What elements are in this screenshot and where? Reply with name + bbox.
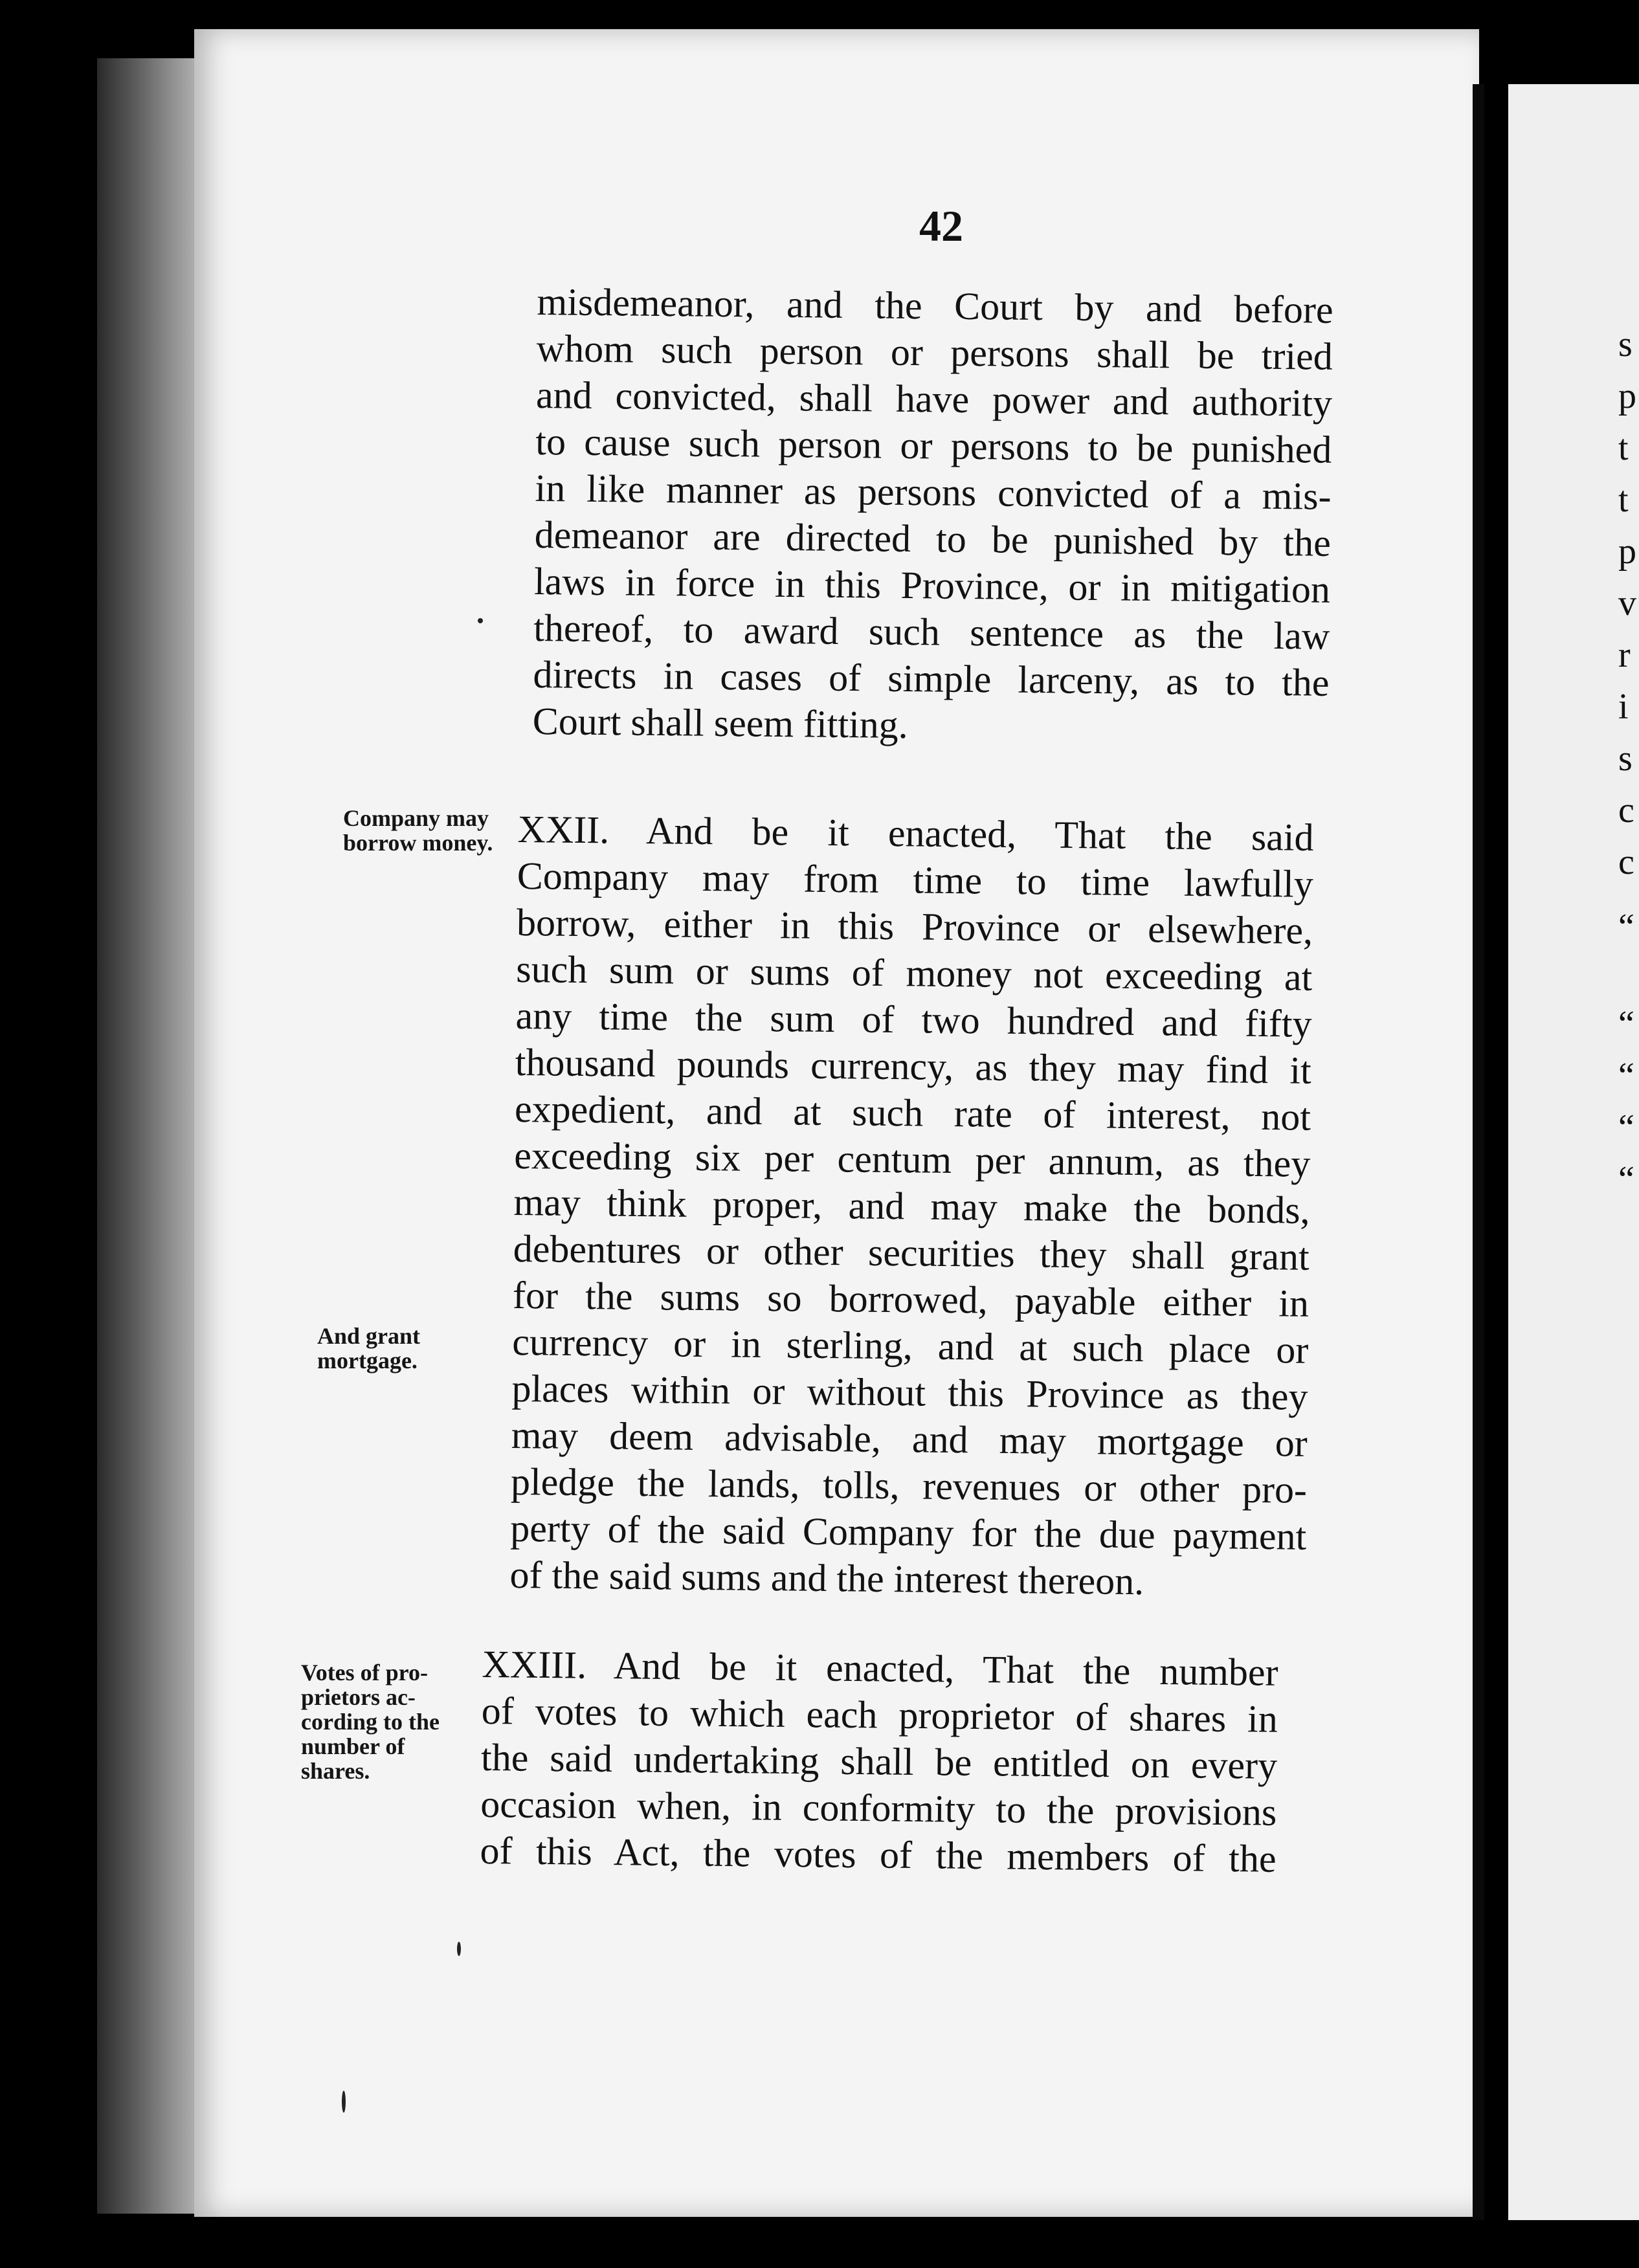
- text-line: thousand pounds currency, as they may find it: [515, 1040, 1312, 1092]
- text-line: for the sums so borrowed, payable either in: [512, 1273, 1310, 1325]
- facing-glyph: “: [1618, 1004, 1634, 1044]
- facing-glyph: r: [1618, 635, 1631, 675]
- margin-note-line: shares.: [301, 1758, 370, 1784]
- facing-glyph: c: [1618, 842, 1634, 882]
- margin-note-line: number of: [301, 1733, 405, 1759]
- facing-glyph: “: [1618, 1159, 1634, 1199]
- facing-glyph: “: [1618, 1056, 1634, 1096]
- text-line: of the said sums and the interest thereon.: [509, 1553, 1144, 1603]
- text-line: Court shall seem fitting.: [532, 699, 909, 747]
- text-line: currency or in sterling, and at such place or: [511, 1320, 1309, 1372]
- section-xxii: [509, 806, 1314, 1606]
- text-line: demeanor are directed to be punished by the: [534, 513, 1332, 564]
- page-gutter: [1473, 84, 1484, 2220]
- margin-note-votes: [301, 1660, 440, 1783]
- facing-glyph: “: [1618, 1107, 1634, 1148]
- margin-note-line: borrow money.: [343, 830, 493, 856]
- facing-glyph: p: [1618, 531, 1636, 572]
- text-line: Company may from time to time lawfully: [517, 854, 1314, 906]
- text-line: expedient, and at such rate of interest, not: [514, 1087, 1311, 1139]
- text-line: XXII. And be it enacted, That the said: [517, 807, 1314, 859]
- facing-glyph: t: [1618, 480, 1629, 520]
- text-line: whom such person or persons shall be tried: [536, 326, 1333, 378]
- text-line: pledge the lands, tolls, revenues or other pro-: [510, 1460, 1308, 1511]
- margin-note-line: And grant: [317, 1323, 421, 1349]
- text-line: XXIII. And be it enacted, That the number: [482, 1642, 1278, 1694]
- facing-glyph: t: [1618, 428, 1629, 468]
- text-line: exceeding six per centum per annum, as they: [513, 1133, 1311, 1185]
- facing-glyph: c: [1618, 790, 1634, 830]
- facing-glyph: p: [1618, 376, 1636, 416]
- text-line: places within or without this Province as they: [511, 1366, 1308, 1418]
- margin-note-line: prietors ac-: [301, 1684, 416, 1710]
- text-line: directs in cases of simple larceny, as to the: [533, 652, 1330, 704]
- text-line: misdemeanor, and the Court by and before: [537, 280, 1333, 331]
- page-number: 42: [919, 201, 963, 250]
- text-line: of this Act, the votes of the members of the: [480, 1829, 1277, 1880]
- paragraph-misdemeanor: [532, 278, 1333, 753]
- margin-note-borrow-money: [343, 806, 493, 855]
- facing-glyph: v: [1618, 583, 1636, 623]
- facing-page-edge: [1508, 84, 1639, 2220]
- text-line: the said undertaking shall be entitled on every: [480, 1735, 1278, 1787]
- margin-note-line: Company may: [343, 805, 489, 831]
- text-line: thereof, to award such sentence as the law: [533, 606, 1330, 658]
- margin-note-line: Votes of pro-: [301, 1660, 428, 1685]
- facing-glyph: “: [1618, 907, 1634, 947]
- scan-speck: [478, 618, 483, 623]
- facing-glyph: s: [1618, 739, 1633, 779]
- text-line: to cause such person or persons to be punished: [535, 419, 1332, 471]
- text-line: such sum or sums of money not exceeding at: [516, 947, 1313, 999]
- section-xxiii: [480, 1641, 1278, 1882]
- text-line: may deem advisable, and may mortgage or: [511, 1413, 1308, 1465]
- text-line: of votes to which each proprietor of shares in: [481, 1689, 1278, 1740]
- text-line: may think proper, and may make the bonds,: [513, 1180, 1310, 1232]
- margin-note-grant-mortgage: [317, 1324, 420, 1373]
- facing-glyph: i: [1618, 687, 1629, 727]
- facing-glyph: s: [1618, 324, 1633, 364]
- text-line: and convicted, shall have power and authority: [535, 373, 1333, 425]
- margin-note-line: cording to the: [301, 1709, 440, 1735]
- text-line: borrow, either in this Province or elsewhere,: [516, 900, 1313, 952]
- text-line: perty of the said Company for the due payment: [509, 1506, 1307, 1558]
- scan-speck: [342, 2091, 346, 2113]
- scan-speck: [457, 1942, 461, 1956]
- text-line: laws in force in this Province, or in mitigation: [533, 559, 1331, 611]
- text-line: any time the sum of two hundred and fifty: [515, 994, 1312, 1045]
- text-line: debentures or other securities they shall grant: [513, 1227, 1310, 1278]
- margin-note-line: mortgage.: [317, 1348, 418, 1373]
- text-line: in like manner as persons convicted of a mis-: [535, 466, 1332, 518]
- text-line: occasion when, in conformity to the provisions: [480, 1782, 1277, 1834]
